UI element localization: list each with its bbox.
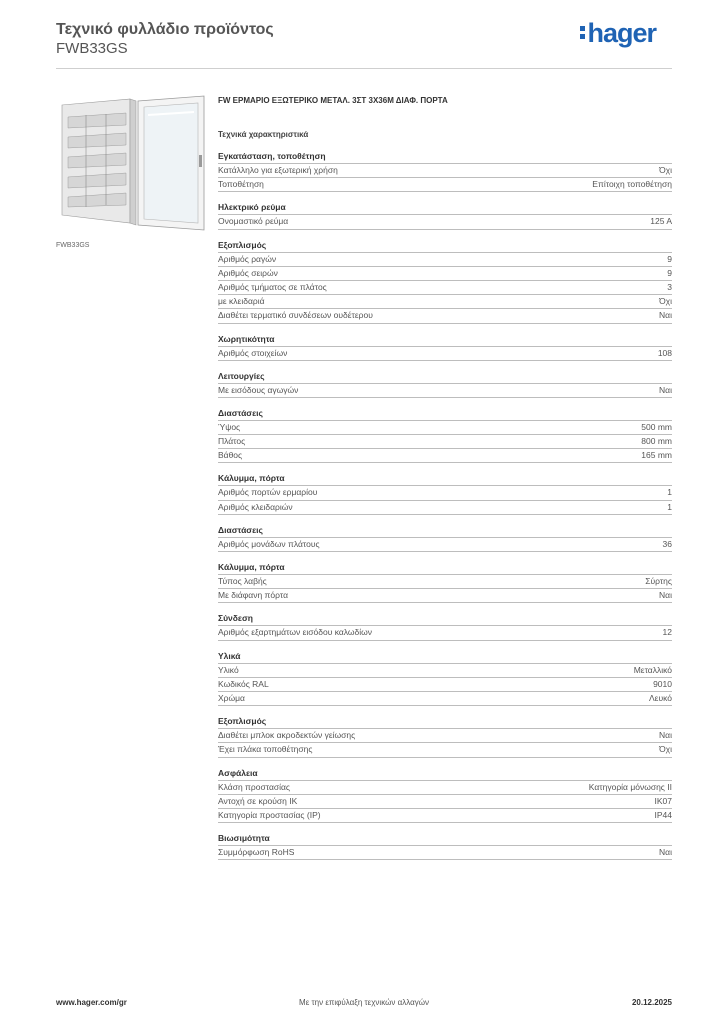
spec-sheet [218, 96, 672, 869]
spec-value: Κατηγορία μόνωσης II [588, 781, 672, 792]
spec-row [218, 267, 672, 281]
spec-label: Με εισόδους αγωγών [218, 384, 299, 395]
spec-label: Αριθμός κλειδαριών [218, 501, 293, 512]
spec-group [218, 561, 672, 603]
spec-value: Μεταλλικό [633, 664, 672, 675]
spec-group-title: Εξοπλισμός [218, 239, 672, 253]
spec-label: Διαθέτει μπλοκ ακροδεκτών γείωσης [218, 730, 356, 741]
spec-label: Αριθμός ραγών [218, 253, 277, 264]
spec-value: 108 [657, 347, 672, 358]
footer-note: Με την επιφύλαξη τεχνικών αλλαγών [299, 998, 429, 1007]
spec-group-title: Διαστάσεις [218, 407, 672, 421]
spec-value: IK07 [654, 795, 672, 806]
spec-group-title: Κάλυμμα, πόρτα [218, 561, 672, 575]
spec-label: Βάθος [218, 450, 243, 461]
spec-row [218, 589, 672, 603]
spec-group [218, 239, 672, 324]
spec-value: Λευκό [649, 692, 672, 703]
spec-row [218, 781, 672, 795]
spec-group-title: Σύνδεση [218, 612, 672, 626]
spec-value: 500 mm [641, 421, 672, 432]
spec-label: Αριθμός σειρών [218, 267, 278, 278]
spec-value: Όχι [659, 744, 672, 755]
spec-value: Ναι [659, 590, 672, 601]
logo-text: hager [587, 18, 656, 48]
spec-group-title: Ασφάλεια [218, 767, 672, 781]
spec-label: Κωδικός RAL [218, 678, 269, 689]
spec-row [218, 692, 672, 706]
spec-label: Αριθμός εξαρτημάτων εισόδου καλωδίων [218, 627, 373, 638]
spec-value: 125 A [650, 216, 672, 227]
spec-row [218, 538, 672, 552]
spec-row [218, 435, 672, 449]
specs-heading: Τεχνικά χαρακτηριστικά [218, 130, 309, 139]
spec-value: 9 [667, 267, 672, 278]
spec-group-title: Βιωσιμότητα [218, 832, 672, 846]
spec-value: IP44 [654, 809, 672, 820]
spec-value: 1 [667, 501, 672, 512]
spec-value: 9010 [653, 678, 672, 689]
spec-group-title: Εγκατάσταση, τοποθέτηση [218, 150, 672, 164]
spec-label: Αριθμός πορτών ερμαρίου [218, 487, 318, 498]
spec-row [218, 449, 672, 463]
spec-group-title: Διαστάσεις [218, 524, 672, 538]
page-header [56, 20, 672, 58]
spec-group-title: Χωρητικότητα [218, 333, 672, 347]
spec-label: Κατάλληλο για εξωτερική χρήση [218, 165, 338, 175]
spec-label: με κλειδαριά [218, 296, 265, 307]
spec-group [218, 407, 672, 464]
spec-row [218, 501, 672, 515]
spec-label: Διαθέτει τερματικό συνδέσεων ουδέτερου [218, 310, 373, 321]
spec-label: Κλάση προστασίας [218, 781, 291, 792]
spec-group [218, 650, 672, 707]
spec-groups [218, 150, 672, 860]
spec-group [218, 201, 672, 229]
spec-row [218, 664, 672, 678]
spec-value: Επίτοιχη τοποθέτηση [592, 179, 672, 190]
spec-value: 36 [662, 538, 672, 549]
spec-value: Ναι [659, 847, 672, 858]
spec-label: Αριθμός στοιχείων [218, 347, 288, 358]
spec-value: Σύρτης [645, 576, 672, 586]
header-divider [56, 68, 672, 69]
spec-label: Αριθμός μονάδων πλάτους [218, 538, 320, 549]
spec-row [218, 809, 672, 823]
spec-label: Ονομαστικό ρεύμα [218, 216, 289, 227]
spec-row [218, 678, 672, 692]
spec-label: Έχει πλάκα τοποθέτησης [218, 744, 313, 755]
spec-row [218, 347, 672, 361]
spec-group [218, 524, 672, 552]
spec-label: Αριθμός τμήματος σε πλάτος [218, 281, 327, 292]
spec-row [218, 178, 672, 192]
spec-row [218, 281, 672, 295]
spec-row [218, 295, 672, 309]
spec-row [218, 795, 672, 809]
spec-group-title: Λειτουργίες [218, 370, 672, 384]
spec-row [218, 626, 672, 640]
page-title: Τεχνικό φυλλάδιο προϊόντος [56, 21, 274, 38]
spec-group [218, 333, 672, 361]
spec-label: Κατηγορία προστασίας (IP) [218, 809, 321, 820]
spec-group-title: Υλικά [218, 650, 672, 664]
spec-row [218, 729, 672, 743]
spec-value: Ναι [659, 384, 672, 395]
spec-value: Ναι [659, 730, 672, 741]
product-description: FW ΕΡΜΑΡΙΟ ΕΞΩΤΕΡΙΚΟ ΜΕΤΑΛ. 3ΣΤ 3Χ36Μ ΔΙΑΦ. ΠΟΡΤΑ [218, 96, 448, 105]
spec-group [218, 832, 672, 860]
spec-label: Πλάτος [218, 436, 246, 447]
spec-value: Ναι [659, 310, 672, 321]
hager-logo [580, 18, 656, 49]
spec-group-title: Κάλυμμα, πόρτα [218, 472, 672, 486]
spec-row [218, 575, 672, 589]
spec-row [218, 846, 672, 860]
spec-label: Ύψος [218, 421, 241, 432]
spec-value: 3 [667, 281, 672, 292]
spec-label: Τύπος λαβής [218, 576, 267, 586]
spec-label: Συμμόρφωση RoHS [218, 847, 295, 858]
spec-group-title: Εξοπλισμός [218, 715, 672, 729]
spec-value: Όχι [659, 165, 672, 175]
spec-group [218, 370, 672, 398]
spec-row [218, 309, 672, 323]
spec-label: Υλικό [218, 664, 239, 675]
spec-label: Χρώμα [218, 692, 245, 703]
footer-url[interactable]: www.hager.com/gr [56, 998, 127, 1007]
spec-label: Αντοχή σε κρούση IK [218, 795, 298, 806]
spec-group [218, 472, 672, 514]
image-caption: FWB33GS [56, 242, 90, 249]
spec-group [218, 715, 672, 757]
spec-value: 9 [667, 253, 672, 264]
spec-row [218, 743, 672, 757]
footer-date: 20.12.2025 [631, 998, 672, 1007]
spec-label: Τοποθέτηση [218, 179, 264, 190]
spec-label: Με διάφανη πόρτα [218, 590, 288, 601]
page-subtitle: FWB33GS [56, 40, 128, 57]
spec-value: 1 [667, 487, 672, 498]
spec-group [218, 150, 672, 192]
spec-row [218, 486, 672, 500]
spec-row [218, 384, 672, 398]
spec-group [218, 767, 672, 824]
product-image [56, 95, 206, 235]
spec-row [218, 215, 672, 229]
spec-group [218, 612, 672, 640]
spec-row [218, 253, 672, 267]
logo-dots-icon [580, 23, 585, 42]
spec-value: 165 mm [641, 450, 672, 461]
spec-value: 12 [662, 627, 672, 638]
spec-value: Όχι [659, 296, 672, 307]
spec-row [218, 164, 672, 178]
spec-group-title: Ηλεκτρικό ρεύμα [218, 201, 672, 215]
spec-row [218, 421, 672, 435]
spec-value: 800 mm [641, 436, 672, 447]
